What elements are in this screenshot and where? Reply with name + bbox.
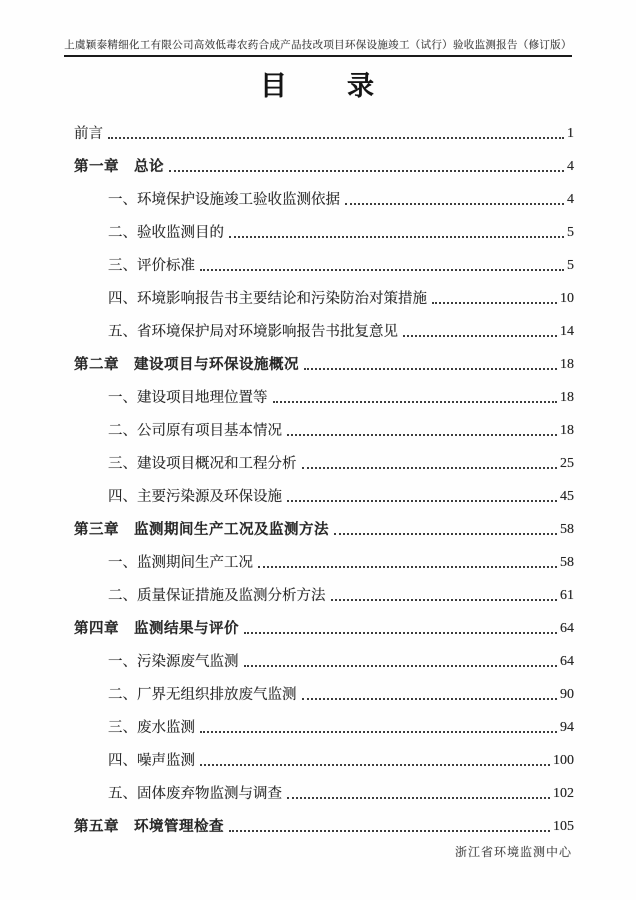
toc-entry [74,374,574,407]
toc-entry [74,176,574,209]
dotted-leader [302,698,558,700]
page-title: 目 录 [260,71,376,101]
toc-entry-label: 二、验收监测目的 [108,225,224,242]
dotted-leader [244,632,557,634]
toc-entry-label: 三、建设项目概况和工程分析 [108,456,297,473]
toc-entry-label: 四、噪声监测 [108,753,195,770]
dotted-leader [200,764,550,766]
toc-entry-page: 18 [560,390,574,405]
toc-entry-page: 64 [560,621,574,636]
toc-entry-label: 一、环境保护设施竣工验收监测依据 [108,192,340,209]
dotted-leader [331,599,558,601]
toc-entry-page: 105 [553,819,574,834]
toc-entry-page: 58 [560,522,574,537]
header-text: 上虞颖泰精细化工有限公司高效低毒农药合成产品技改项目环保设施竣工（试行）验收监测报告（修订版） [64,40,572,51]
toc-entry-page: 100 [553,753,574,768]
toc-entry-label: 四、主要污染源及环保设施 [108,489,282,506]
toc-entry-label: 二、质量保证措施及监测分析方法 [108,588,326,605]
dotted-leader [345,203,564,205]
dotted-leader [229,236,564,238]
toc-entry [74,110,574,143]
dotted-leader [200,731,557,733]
toc-entry-page: 5 [567,258,574,273]
toc-entry [74,275,574,308]
toc-entry-page: 45 [560,489,574,504]
toc-entry-page: 102 [553,786,574,801]
dotted-leader [258,566,557,568]
toc-entry [74,143,574,176]
toc-entry-label: 二、厂界无组织排放废气监测 [108,687,297,704]
toc-entry-page: 4 [567,159,574,174]
toc-entry-page: 1 [567,126,574,141]
dotted-leader [229,830,550,832]
toc-entry [74,572,574,605]
dotted-leader [287,434,557,436]
footer-text: 浙江省环境监测中心 [454,845,572,859]
toc-entry-label: 三、评价标准 [108,258,195,275]
toc-entry-label: 一、污染源废气监测 [108,654,239,671]
toc-entry [74,308,574,341]
toc-entry-label: 一、建设项目地理位置等 [108,390,268,407]
toc-entry-label: 四、环境影响报告书主要结论和污染防治对策措施 [108,291,427,308]
dotted-leader [334,533,557,535]
dotted-leader [273,401,558,403]
toc-entry-page: 64 [560,654,574,669]
toc-entry-page: 18 [560,423,574,438]
toc-entry-label: 第五章 环境管理检查 [74,819,224,836]
page-footer [455,843,572,860]
toc-entry-label: 第三章 监测期间生产工况及监测方法 [74,522,329,539]
toc-entry [74,242,574,275]
toc-entry-label: 第四章 监测结果与评价 [74,621,239,638]
toc-entry-label: 五、固体废弃物监测与调查 [108,786,282,803]
toc-entry-page: 58 [560,555,574,570]
dotted-leader [304,368,557,370]
dotted-leader [287,500,557,502]
toc-entry-label: 第二章 建设项目与环保设施概况 [74,357,299,374]
toc-entry-label: 三、废水监测 [108,720,195,737]
dotted-leader [200,269,564,271]
toc-entry [74,473,574,506]
toc-entry [74,671,574,704]
toc-entry-label: 第一章 总论 [74,159,164,176]
toc-entry-page: 94 [560,720,574,735]
toc-entry [74,704,574,737]
toc-entry [74,407,574,440]
page-header [64,37,572,57]
toc-entry-page: 61 [560,588,574,603]
toc-entry-page: 10 [560,291,574,306]
toc-entry [74,737,574,770]
toc-entry [74,770,574,803]
toc-entry-page: 5 [567,225,574,240]
toc-entry [74,341,574,374]
dotted-leader [244,665,558,667]
toc-entry-label: 一、监测期间生产工况 [108,555,253,572]
dotted-leader [287,797,550,799]
toc-entry-page: 4 [567,192,574,207]
dotted-leader [169,170,564,172]
toc-entry [74,638,574,671]
toc-entry [74,209,574,242]
toc-entry-page: 18 [560,357,574,372]
toc-entry [74,539,574,572]
toc-entry [74,440,574,473]
toc-entry [74,803,574,836]
toc-entry [74,506,574,539]
dotted-leader [432,302,557,304]
toc-entry-label: 二、公司原有项目基本情况 [108,423,282,440]
toc-entry-label: 五、省环境保护局对环境影响报告书批复意见 [108,324,398,341]
toc-entry [74,605,574,638]
toc-list [74,110,574,836]
dotted-leader [302,467,558,469]
dotted-leader [403,335,557,337]
dotted-leader [108,137,564,139]
toc-entry-page: 25 [560,456,574,471]
toc-entry-page: 14 [560,324,574,339]
toc-entry-label: 前言 [74,126,103,143]
toc-entry-page: 90 [560,687,574,702]
